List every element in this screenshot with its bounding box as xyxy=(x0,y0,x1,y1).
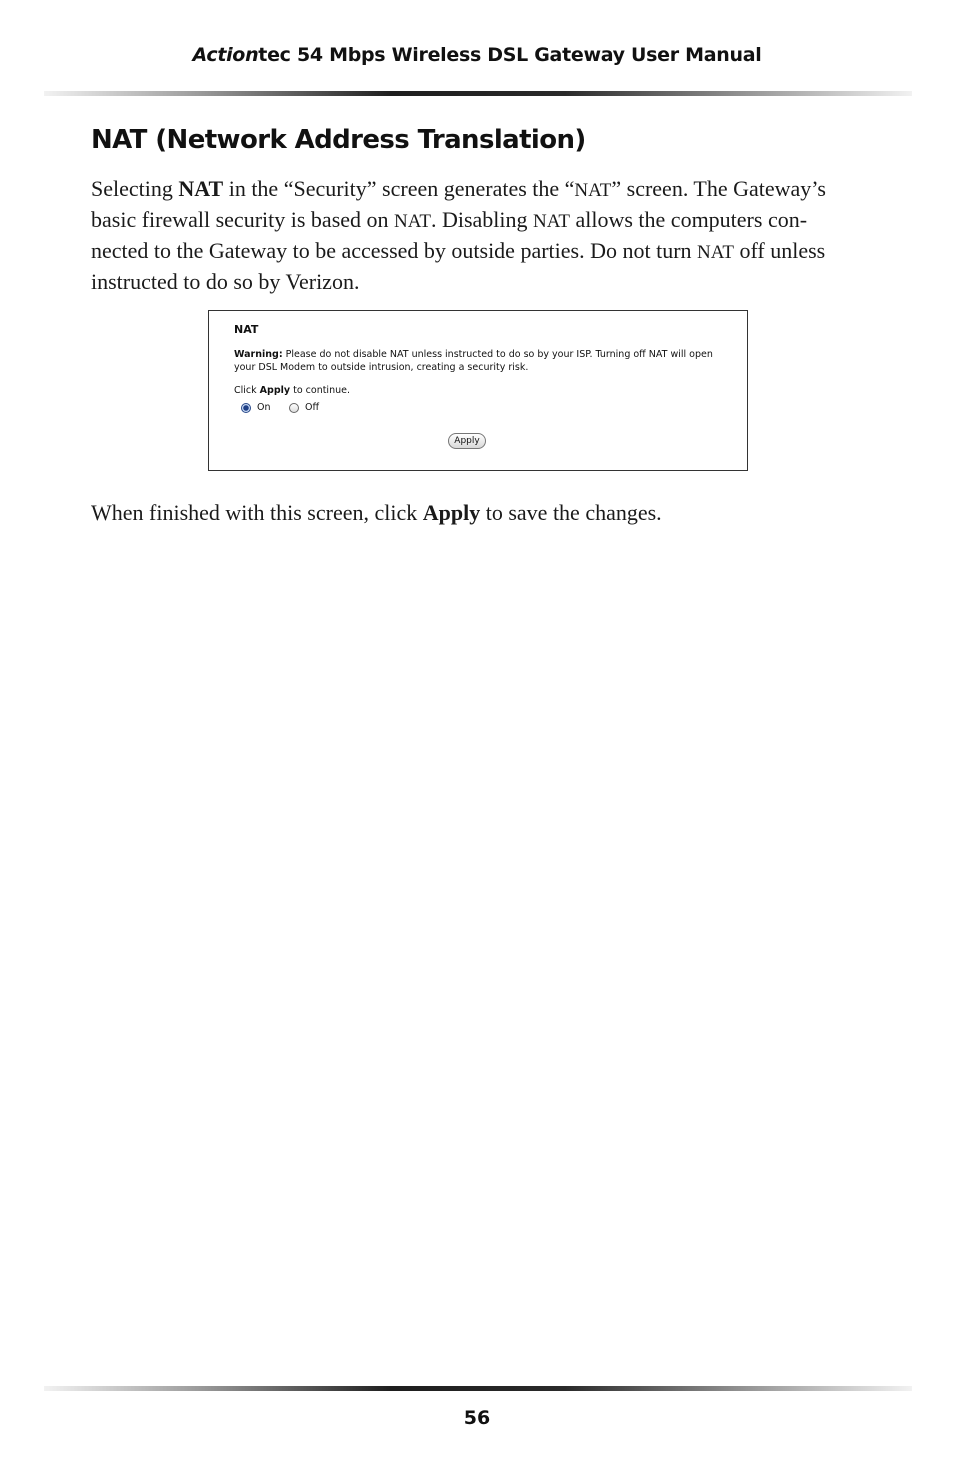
intro-nat-term: NAT xyxy=(574,180,612,201)
instruction-text: to continue. xyxy=(290,385,350,396)
intro-text: ” screen. The Gateway’s basic firewall security is based on xyxy=(91,176,826,232)
outro-text: When finished with this screen, click xyxy=(91,500,423,525)
header-title: tec 54 Mbps Wireless DSL Gateway User Manual xyxy=(258,44,762,66)
instruction-text: Click xyxy=(234,385,260,396)
intro-text: allows the computers con-nected to the Gateway to be accessed by outside parties. Do not turn xyxy=(91,207,808,263)
instruction-apply: Apply xyxy=(259,385,291,396)
section-title: NAT (Network Address Translation) xyxy=(91,125,586,155)
footer-divider xyxy=(44,1386,912,1391)
intro-text: Selecting xyxy=(91,176,179,201)
apply-instruction xyxy=(234,385,350,396)
warning-label: Warning: xyxy=(234,349,283,360)
intro-text: in the “Security” screen generates the “ xyxy=(223,176,575,201)
intro-nat-bold: NAT xyxy=(178,176,224,201)
intro-paragraph xyxy=(91,174,851,296)
outro-text: to save the changes. xyxy=(480,500,662,525)
nat-warning xyxy=(234,348,714,374)
header-divider xyxy=(44,91,912,96)
apply-button[interactable]: Apply xyxy=(448,433,486,449)
outro-paragraph xyxy=(91,498,851,527)
nat-panel-title: NAT xyxy=(234,323,259,336)
outro-apply-bold: Apply xyxy=(422,500,481,525)
page-number: 56 xyxy=(463,1407,491,1429)
intro-text: . Disabling xyxy=(430,207,534,232)
nat-screenshot xyxy=(208,310,748,471)
nat-off-option[interactable] xyxy=(289,402,319,413)
running-header xyxy=(0,44,954,66)
radio-off-icon[interactable] xyxy=(289,403,299,413)
radio-on-icon[interactable] xyxy=(241,403,251,413)
intro-nat-term: NAT xyxy=(394,211,431,232)
radio-on-label: On xyxy=(257,402,271,413)
radio-off-label: Off xyxy=(305,402,320,413)
header-brand: Action xyxy=(192,44,259,66)
intro-nat-term: NAT xyxy=(697,242,734,263)
intro-text: off unless instructed to do so by Verizon. xyxy=(91,238,826,294)
warning-text: Please do not disable NAT unless instructed to do so by your ISP. Turning off NAT will open your DSL Modem to outside intrusion, creating a security risk. xyxy=(234,349,713,373)
nat-on-option[interactable] xyxy=(241,402,271,413)
intro-nat-term: NAT xyxy=(533,211,570,232)
